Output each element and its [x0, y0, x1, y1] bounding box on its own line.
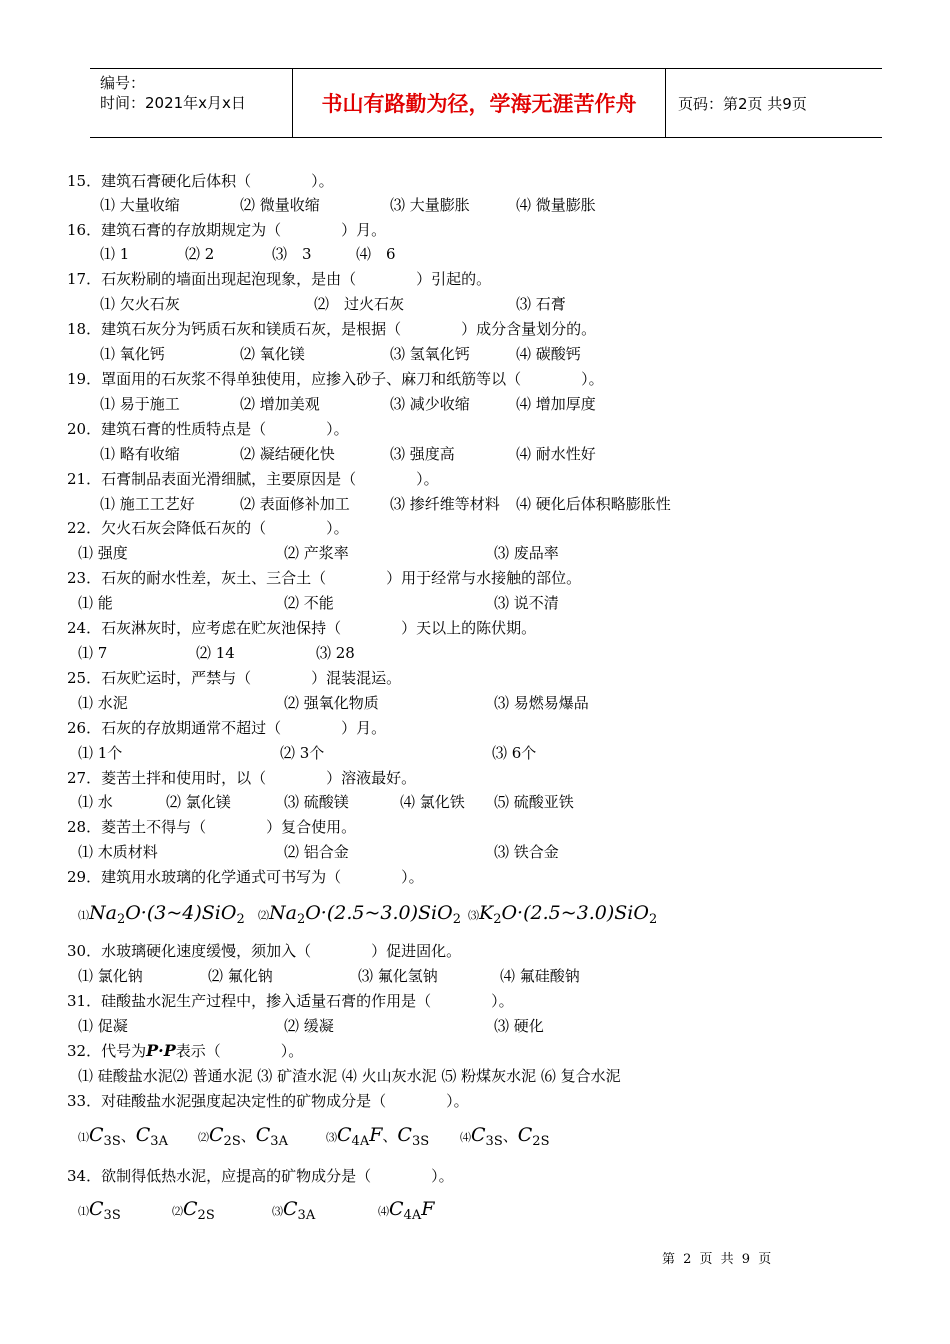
answer-option: ⑵ 氟化钠 — [208, 967, 273, 985]
answer-option: ⑵ 强氧化物质 — [284, 694, 379, 712]
answer-option: ⑵ 微量收缩 — [240, 196, 320, 214]
formula: $C_{4A}F$ — [389, 1198, 435, 1223]
question-text: 18．建筑石灰分为钙质石灰和镁质石灰，是根据（ ）成分含量划分的。 — [67, 320, 597, 338]
question-text: 34．欲制得低热水泥，应提高的矿物成分是（ ）。 — [67, 1167, 454, 1185]
formula: $C_{2S}$、$C_{3A}$ — [209, 1124, 288, 1149]
answer-option: ⑴ 1 — [100, 245, 130, 263]
answer-option: ⑵ 不能 — [284, 594, 334, 612]
answer-option: ⑵ 过火石灰 — [314, 295, 405, 313]
header-page-label: 页码：第2页 共9页 — [678, 94, 807, 113]
answer-option: ⑷ 增加厚度 — [516, 395, 596, 413]
answer-option: ⑶ 氟化氢钠 — [358, 967, 438, 985]
formula: $C_{4A}F$、$C_{3S}$ — [337, 1124, 430, 1149]
option-line: ⑴ 硅酸盐水泥⑵ 普通水泥 ⑶ 矿渣水泥 ⑷ 火山灰水泥 ⑸ 粉煤灰水泥 ⑹ 复合水泥 — [78, 1067, 621, 1085]
answer-option: ⑵ 凝结硬化快 — [240, 445, 335, 463]
answer-option: ⑷ 氯化铁 — [400, 793, 465, 811]
answer-option: ⑵ 氧化镁 — [240, 345, 305, 363]
question-text: 29．建筑用水玻璃的化学通式可书写为（ ）。 — [67, 868, 424, 886]
question-text: 25．石灰贮运时，严禁与（ ）混装混运。 — [67, 669, 402, 687]
question-text: 28．菱苦土不得与（ ）复合使用。 — [67, 818, 357, 836]
answer-option: $⑶C_{4A}F$、$C_{3S}$ — [326, 1124, 430, 1149]
answer-option: ⑴ 施工工艺好 — [100, 495, 195, 513]
answer-option: ⑴ 强度 — [78, 544, 128, 562]
answer-option: ⑵ 增加美观 — [240, 395, 320, 413]
question-text: 15．建筑石膏硬化后体积（ ）。 — [67, 172, 334, 190]
formula: P·P — [146, 1041, 176, 1060]
answer-option: ⑴ 欠火石灰 — [100, 295, 180, 313]
question-text: 33．对硅酸盐水泥强度起决定性的矿物成分是（ ）。 — [67, 1092, 469, 1110]
header-motto: 书山有路勤为径，学海无涯苦作舟 — [321, 92, 637, 116]
answer-option: ⑵ 氯化镁 — [166, 793, 231, 811]
answer-option: ⑶ 3 — [272, 245, 312, 263]
answer-option: ⑵ 缓凝 — [284, 1017, 334, 1035]
formula: $C_{3S}$ — [89, 1198, 121, 1223]
page-footer: 第 2 页 共 9 页 — [662, 1252, 774, 1267]
answer-option: ⑶ 石膏 — [516, 295, 566, 313]
answer-option: $⑵C_{2S}$ — [172, 1198, 215, 1223]
formula: $C_{3S}$、$C_{2S}$ — [471, 1124, 550, 1149]
answer-option: ⑴ 氯化钠 — [78, 967, 143, 985]
answer-option: $⑴Na_2O\cdot(3\sim 4)SiO_2$ — [78, 902, 245, 927]
answer-option: $⑴C_{3S}$、$C_{3A}$ — [78, 1124, 168, 1149]
question-text: 20．建筑石膏的性质特点是（ ）。 — [67, 420, 349, 438]
answer-option: ⑷ 耐水性好 — [516, 445, 596, 463]
question-text: 27．菱苦土拌和使用时，以（ ）溶液最好。 — [67, 769, 417, 787]
answer-option: ⑶ 氢氧化钙 — [390, 345, 470, 363]
answer-option: ⑴ 促凝 — [78, 1017, 128, 1035]
question-text: 26．石灰的存放期通常不超过（ ）月。 — [67, 719, 387, 737]
doc-time-label: 时间：2021年x月x日 — [100, 94, 246, 112]
answer-option: ⑶ 说不清 — [494, 594, 559, 612]
header-meta — [100, 73, 246, 113]
formula: $C_{2S}$ — [183, 1198, 215, 1223]
answer-option: ⑴ 水 — [78, 793, 113, 811]
answer-option: ⑶ 28 — [316, 644, 355, 662]
header-divider — [665, 69, 666, 137]
answer-option: ⑵ 14 — [196, 644, 235, 662]
answer-option: ⑶ 掺纤维等材料 — [390, 495, 500, 513]
question-text: 22．欠火石灰会降低石灰的（ ）。 — [67, 519, 349, 537]
question-text: 30．水玻璃硬化速度缓慢，须加入（ ）促进固化。 — [67, 942, 462, 960]
answer-option: $⑴C_{3S}$ — [78, 1198, 121, 1223]
question-text: 32．代号为P·P表示（ ）。 — [67, 1041, 304, 1060]
answer-option: $⑷C_{4A}F$ — [378, 1198, 435, 1223]
answer-option: ⑷ 微量膨胀 — [516, 196, 596, 214]
answer-option: ⑶ 易燃易爆品 — [494, 694, 589, 712]
question-text: 31．硅酸盐水泥生产过程中，掺入适量石膏的作用是（ ）。 — [67, 992, 514, 1010]
answer-option: ⑶ 铁合金 — [494, 843, 559, 861]
question-text: 24．石灰淋灰时，应考虑在贮灰池保持（ ）天以上的陈伏期。 — [67, 619, 537, 637]
doc-number-label: 编号： — [100, 74, 146, 92]
answer-option: ⑶ 强度高 — [390, 445, 455, 463]
answer-option: ⑶ 废品率 — [494, 544, 559, 562]
answer-option: ⑷ 硬化后体积略膨胀性 — [516, 495, 671, 513]
answer-option: ⑷ 氟硅酸钠 — [500, 967, 580, 985]
answer-option: ⑴ 木质材料 — [78, 843, 158, 861]
answer-option: $⑵Na_2O\cdot(2.5\sim 3.0)SiO_2$ — [258, 902, 461, 927]
answer-option: $⑶C_{3A}$ — [272, 1198, 316, 1223]
question-text: 16．建筑石膏的存放期规定为（ ）月。 — [67, 221, 387, 239]
answer-option: $⑷C_{3S}$、$C_{2S}$ — [460, 1124, 550, 1149]
answer-option: ⑴ 1个 — [78, 744, 123, 762]
answer-option: ⑴ 氧化钙 — [100, 345, 165, 363]
answer-option: ⑶ 硫酸镁 — [284, 793, 349, 811]
answer-option: ⑴ 水泥 — [78, 694, 128, 712]
answer-option: ⑷ 6 — [356, 245, 396, 263]
answer-option: ⑴ 大量收缩 — [100, 196, 180, 214]
formula: $Na_2O\cdot(2.5\sim 3.0)SiO_2$ — [269, 902, 461, 927]
answer-option: ⑵ 产浆率 — [284, 544, 349, 562]
answer-option: ⑶ 大量膨胀 — [390, 196, 470, 214]
question-text: 23．石灰的耐水性差，灰土、三合土（ ）用于经常与水接触的部位。 — [67, 569, 582, 587]
answer-option: ⑸ 硫酸亚铁 — [494, 793, 574, 811]
answer-option: $⑵C_{2S}$、$C_{3A}$ — [198, 1124, 288, 1149]
question-text: 19．罩面用的石灰浆不得单独使用，应掺入砂子、麻刀和纸筋等以（ ）。 — [67, 370, 604, 388]
formula: $C_{3A}$ — [283, 1198, 316, 1223]
answer-option: ⑶ 硬化 — [494, 1017, 544, 1035]
answer-option: ⑷ 碳酸钙 — [516, 345, 581, 363]
answer-option: ⑶ 减少收缩 — [390, 395, 470, 413]
answer-option: $⑶K_2O\cdot(2.5\sim 3.0)SiO_2$ — [468, 902, 658, 927]
answer-option: ⑴ 易于施工 — [100, 395, 180, 413]
formula: $K_2O\cdot(2.5\sim 3.0)SiO_2$ — [479, 902, 658, 927]
question-text: 17．石灰粉刷的墙面出现起泡现象，是由（ ）引起的。 — [67, 270, 492, 288]
answer-option: ⑵ 铝合金 — [284, 843, 349, 861]
answer-option: ⑶ 6个 — [492, 744, 537, 762]
answer-option: ⑴ 能 — [78, 594, 113, 612]
answer-option: ⑵ 2 — [185, 245, 215, 263]
page-header — [90, 68, 882, 138]
question-text: 21．石膏制品表面光滑细腻，主要原因是（ ）。 — [67, 470, 439, 488]
answer-option: ⑴ 略有收缩 — [100, 445, 180, 463]
answer-option: ⑵ 表面修补加工 — [240, 495, 350, 513]
formula: $C_{3S}$、$C_{3A}$ — [89, 1124, 168, 1149]
answer-option: ⑴ 7 — [78, 644, 108, 662]
formula: $Na_2O\cdot(3\sim 4)SiO_2$ — [89, 902, 245, 927]
answer-option: ⑵ 3个 — [280, 744, 325, 762]
